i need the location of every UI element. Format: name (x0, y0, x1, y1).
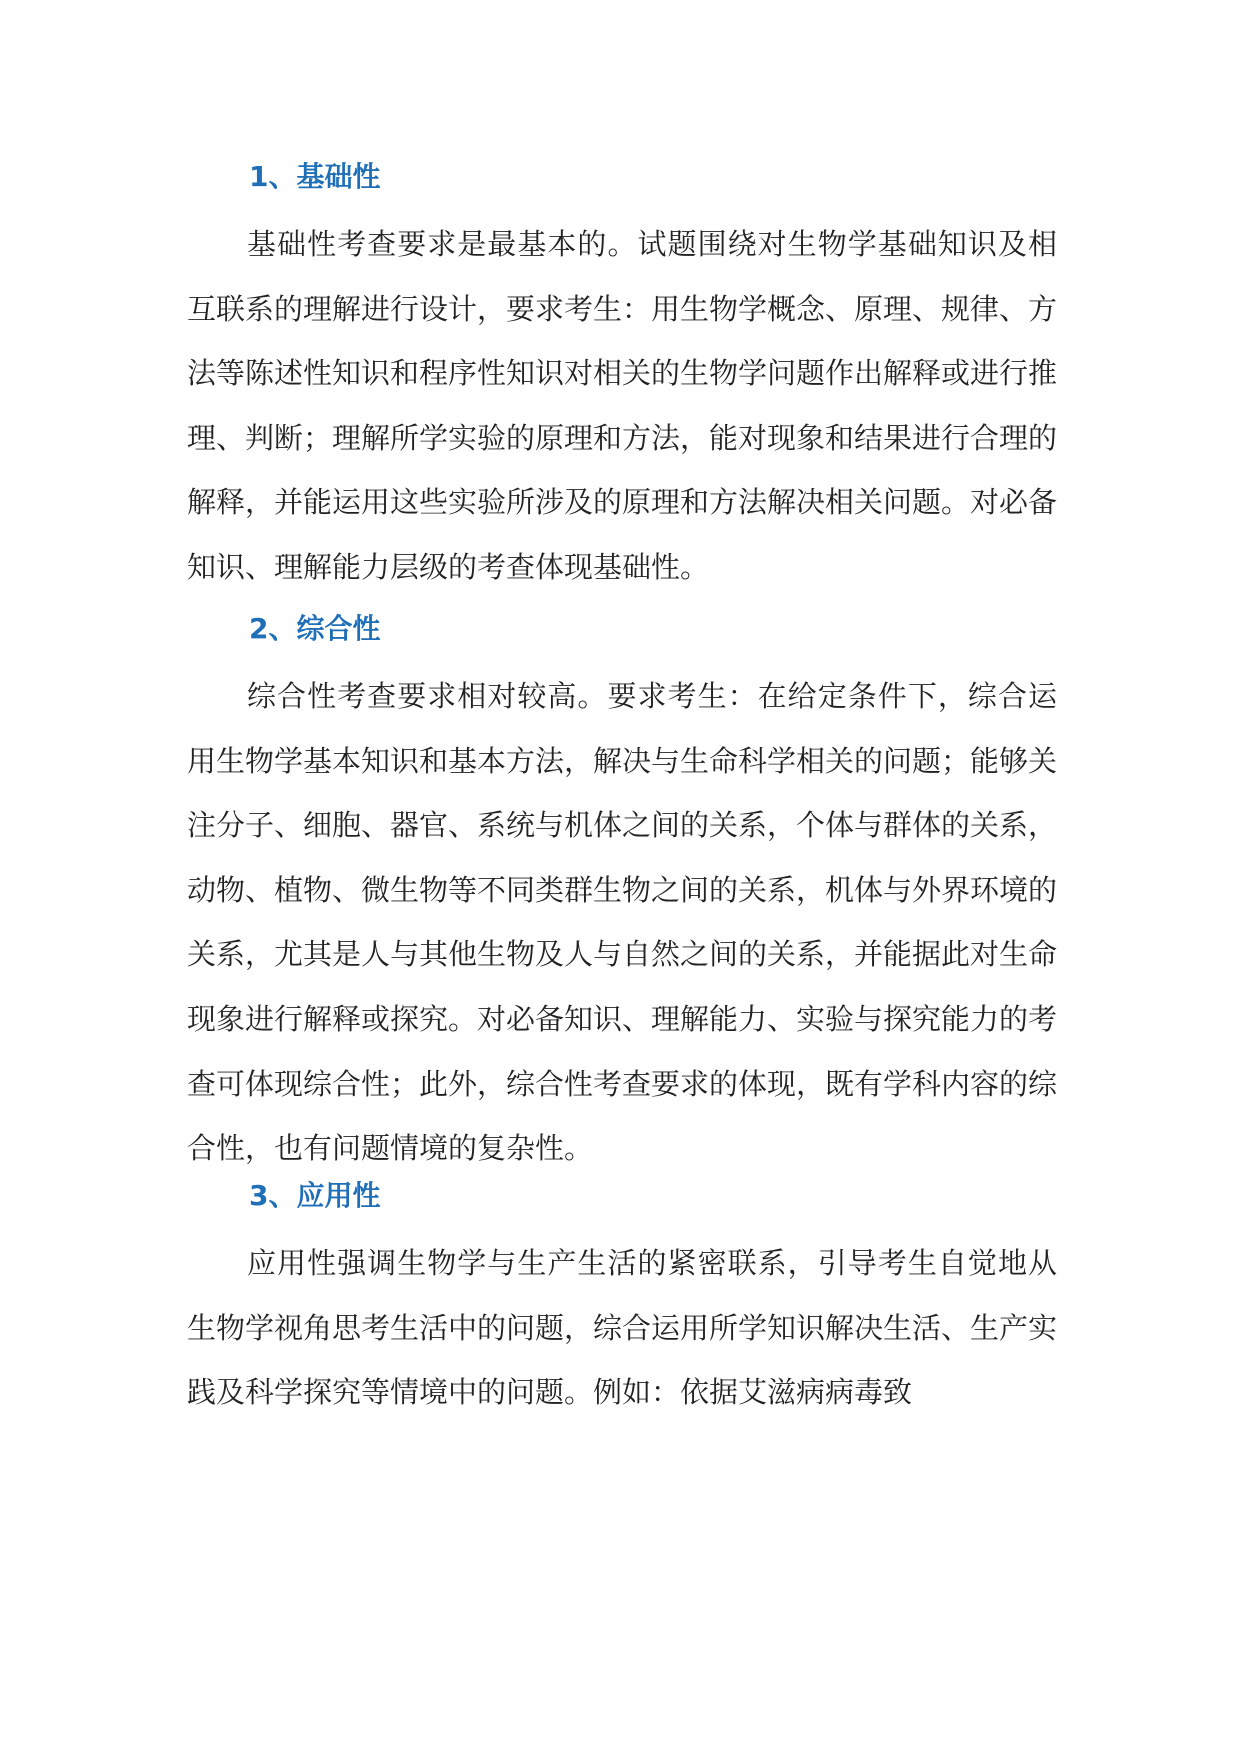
section-paragraph-1: 基础性考查要求是最基本的。试题围绕对生物学基础知识及相互联系的理解进行设计，要求考生：用生物学概念、原理、规律、方法等陈述性知识和程序性知识对相关的生物学问题作出解释或进行推理、判断；理解所学实验的原理和方法，能对现象和结果进行合理的解释，并能运用这些实验所涉及的原理和方法解决相关问题。对必备知识、理解能力层级的考查体现基础性。 (187, 227, 1058, 584)
section-heading-2: 2、综合性 (249, 612, 381, 645)
section-paragraph-3: 应用性强调生物学与生产生活的紧密联系，引导考生自觉地从生物学视角思考生活中的问题，综合运用所学知识解决生活、生产实践及科学探究等情境中的问题。例如：依据艾滋病病毒致 (187, 1246, 1058, 1410)
section-heading-3: 3、应用性 (249, 1179, 381, 1212)
section-heading-1: 1、基础性 (249, 160, 381, 193)
section-paragraph-2: 综合性考查要求相对较高。要求考生：在给定条件下，综合运用生物学基本知识和基本方法，解决与生命科学相关的问题；能够关注分子、细胞、器官、系统与机体之间的关系，个体与群体的关系，动物、植物、微生物等不同类群生物之间的关系，机体与外界环境的关系，尤其是人与其他生物及人与自然之间的关系，并能据此对生命现象进行解释或探究。对必备知识、理解能力、实验与探究能力的考查可体现综合性；此外，综合性考查要求的体现，既有学科内容的综合性，也有问题情境的复杂性。 (187, 679, 1058, 1166)
